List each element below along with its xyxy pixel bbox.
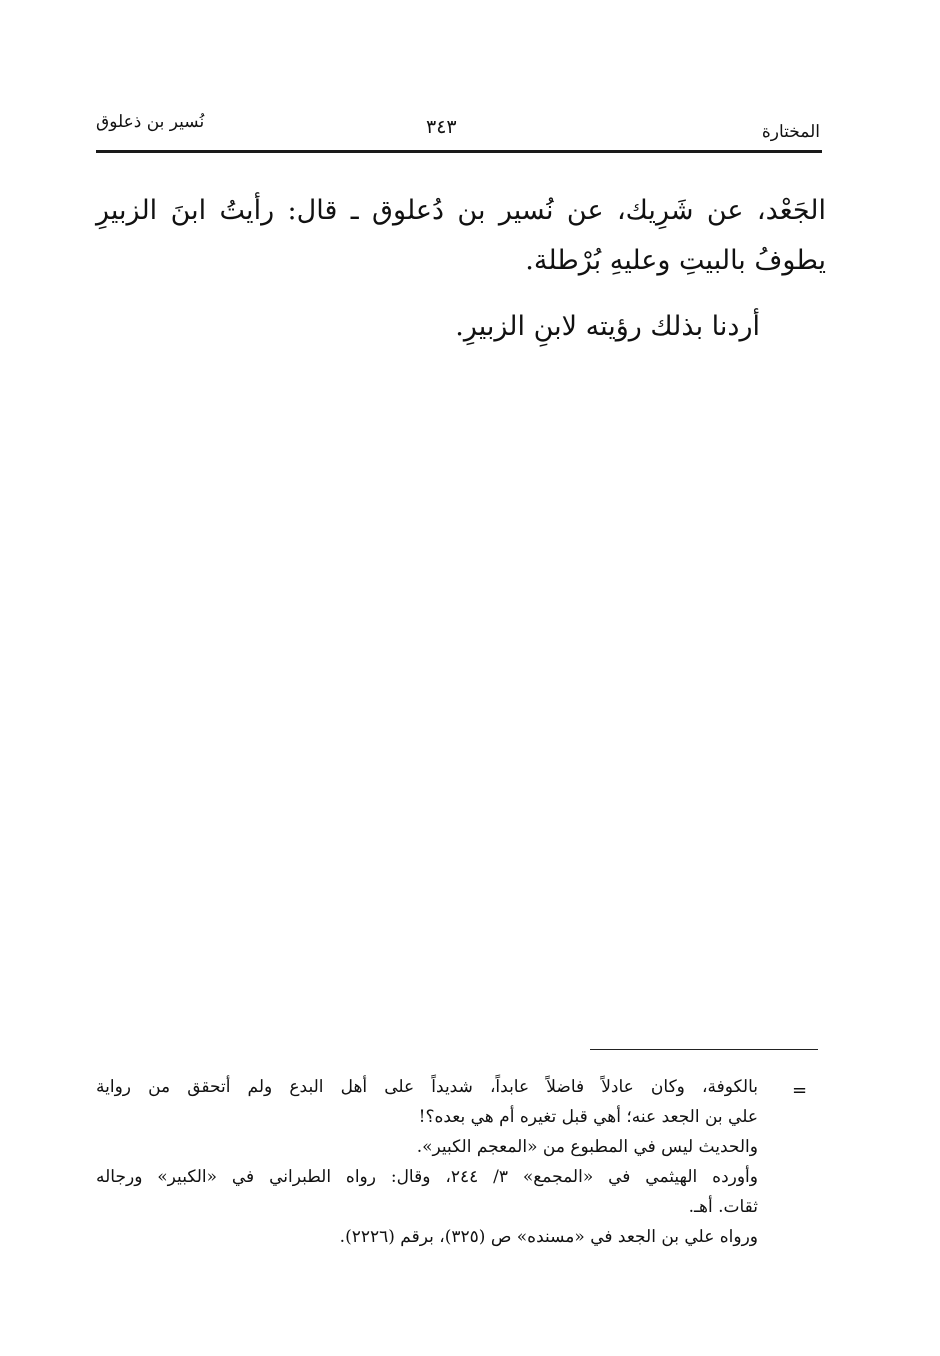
footnote-line: والحديث ليس في المطبوع من «المعجم الكبير». <box>416 1137 758 1157</box>
footnote-line: وأورده الهيثمي في «المجمع» ٣/ ٢٤٤، وقال: رواه الطبراني في «الكبير» ورجاله <box>96 1167 758 1187</box>
header-rule <box>96 150 822 153</box>
main-text-line: يطوفُ بالبيتِ وعليهِ بُرْطلة. <box>525 245 826 276</box>
footnote-line: بالكوفة، وكان عادلاً فاضلاً عابداً، شديداً على أهل البدع ولم أتحقق من رواية <box>96 1077 758 1097</box>
book-title: المختارة <box>761 122 820 142</box>
page-header <box>96 112 820 146</box>
footnote-continued-marker: = <box>792 1080 808 1101</box>
footnote-line: ورواه علي بن الجعد في «مسنده» ص (٣٢٥)، برقم (٢٢٢٦). <box>339 1227 758 1247</box>
footnote-line: علي بن الجعد عنه؛ أهي قبل تغيره أم هي بعده؟! <box>418 1107 758 1127</box>
main-text <box>96 186 826 352</box>
page-number: ٣٤٣ <box>426 116 457 138</box>
footnote-separator <box>590 1049 818 1050</box>
running-head: نُسير بن ذعلوق <box>96 112 205 132</box>
footnotes <box>96 1072 758 1252</box>
main-text-line: الجَعْد، عن شَرِيك، عن نُسير بن دُعلوق ـ قال: رأيتُ ابنَ الزبيرِ <box>96 195 826 226</box>
footnote-line: ثقات. أهـ. <box>688 1197 758 1217</box>
main-text-paragraph: أردنا بذلك رؤيته لابنِ الزبيرِ. <box>455 311 760 342</box>
